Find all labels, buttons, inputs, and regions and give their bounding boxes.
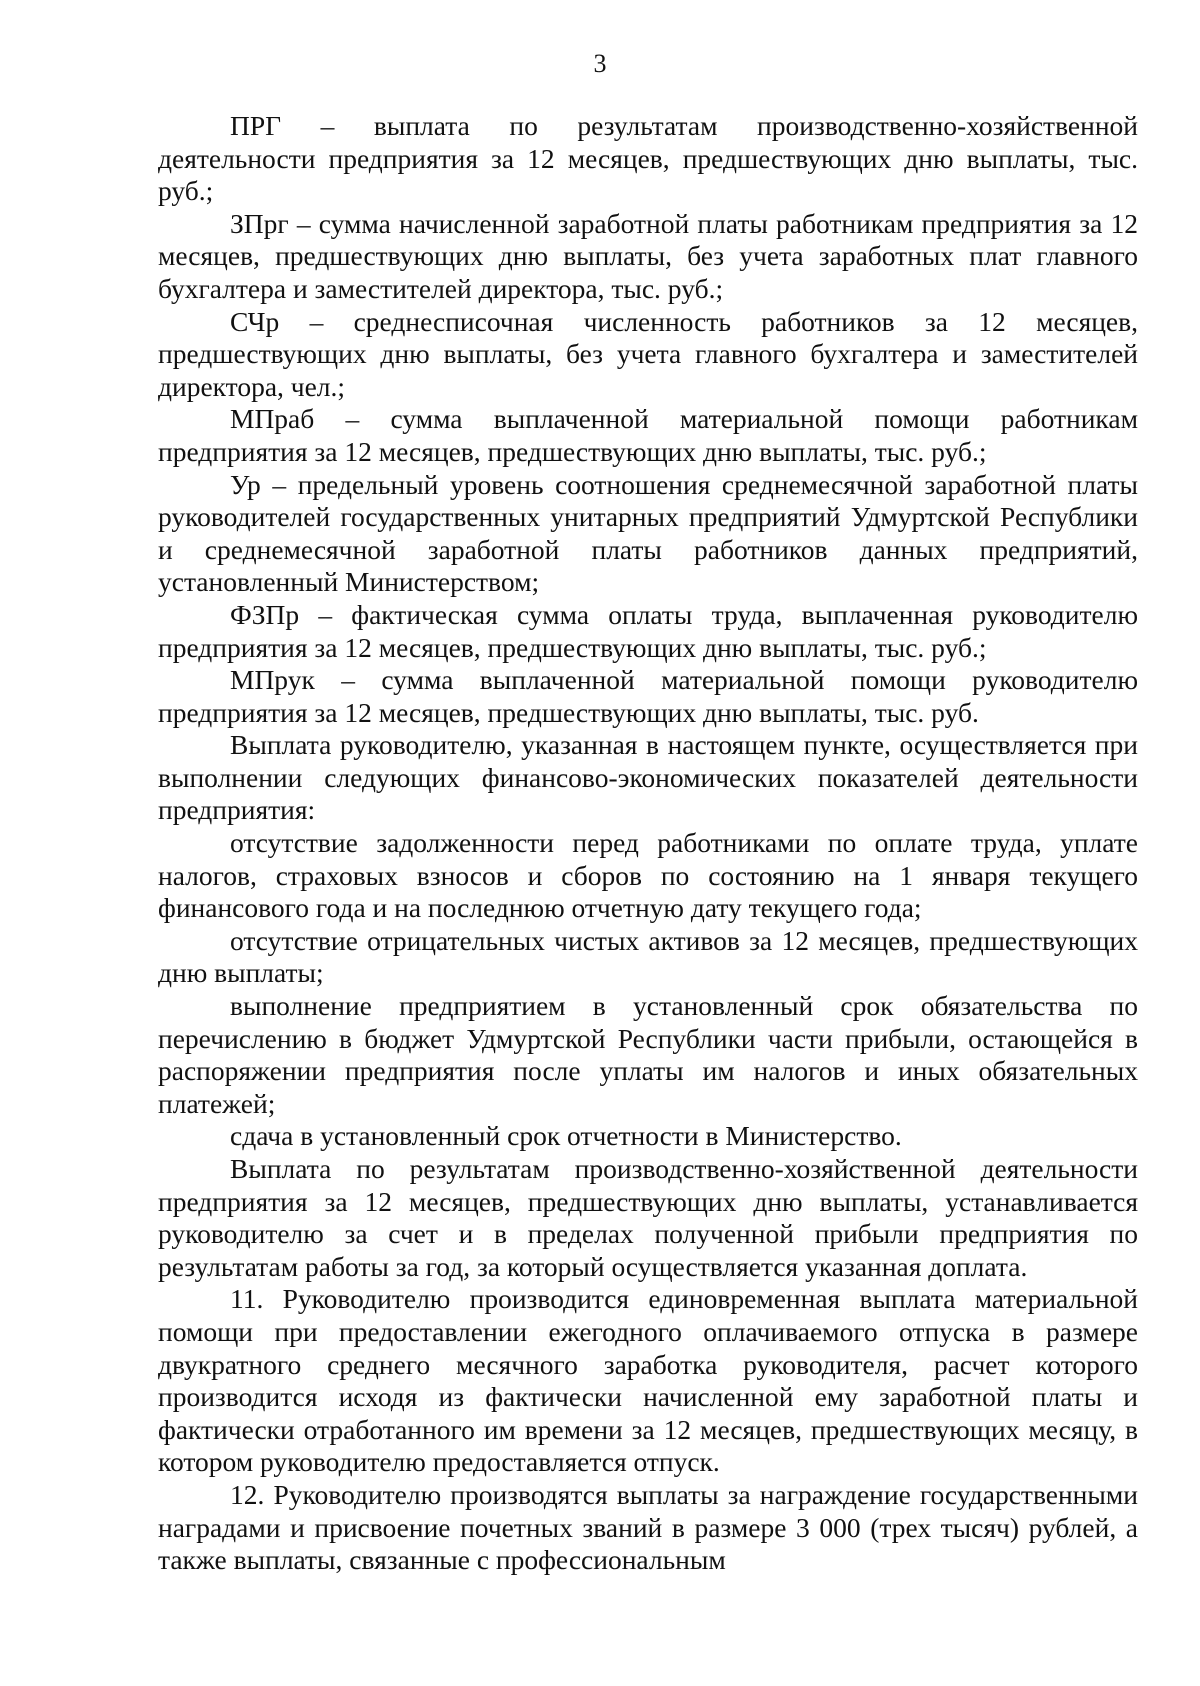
paragraph-payment-source: Выплата по результатам производственно-хозяйственной деятельности предприятия за 12 месяцев, предшествующих дню выплаты, устанавливается руководителю за счет и в пределах полученной прибыли предприятия по результатам работы за год, за который осуществляется указанная доплата. [158, 1153, 1138, 1282]
paragraph-schr-definition: СЧр – среднесписочная численность работников за 12 месяцев, предшествующих дню выплаты, без учета главного бухгалтера и заместителей директора, чел.; [158, 305, 1138, 402]
paragraph-mprab-definition: МПраб – сумма выплаченной материальной помощи работникам предприятия за 12 месяцев, предшествующих дню выплаты, тыс. руб.; [158, 403, 1138, 467]
page-number: 3 [593, 49, 607, 78]
paragraph-ur-definition: Ур – предельный уровень соотношения среднемесячной заработной платы руководителей государственных унитарных предприятий Удмуртской Республики и среднемесячной заработной платы работников данных предприятий, установленный Министерством; [158, 468, 1138, 598]
paragraph-condition-net-assets: отсутствие отрицательных чистых активов за 12 месяцев, предшествующих дню выплаты; [158, 924, 1138, 989]
paragraph-condition-profit-transfer: выполнение предприятием в установленный срок обязательства по перечислению в бюджет Удмуртской Республики части прибыли, остающейся в распоряжении предприятия после уплаты им налогов и иных обязательных платежей; [158, 990, 1138, 1119]
paragraph-mpruk-definition: МПрук – сумма выплаченной материальной помощи руководителю предприятия за 12 месяцев, предшествующих дню выплаты, тыс. руб. [158, 664, 1138, 728]
paragraph-prg-definition: ПРГ – выплата по результатам производственно-хозяйственной деятельности предприятия за 12 месяцев, предшествующих дню выплаты, тыс. руб.; [158, 110, 1138, 207]
paragraph-clause-12: 12. Руководителю производятся выплаты за награждение государственными наградами и присвоение почетных званий в размере 3 000 (трех тысяч) рублей, а также выплаты, связанные с профессиональным [158, 1478, 1138, 1576]
paragraph-zprg-definition: ЗПрг – сумма начисленной заработной платы работникам предприятия за 12 месяцев, предшествующих дню выплаты, без учета заработных плат главного бухгалтера и заместителей директора, тыс. руб.; [158, 207, 1138, 304]
paragraph-clause-11: 11. Руководителю производится единовременная выплата материальной помощи при предоставлении ежегодного оплачиваемого отпуска в размере двукратного среднего месячного заработка руководителя, расчет которого производится исходя из фактически начисленной ему заработной платы и фактически отработанного им времени за 12 месяцев, предшествующих месяцу, в котором руководителю предоставляется отпуск. [158, 1283, 1138, 1478]
paragraph-fzpr-definition: ФЗПр – фактическая сумма оплаты труда, выплаченная руководителю предприятия за 12 месяцев, предшествующих дню выплаты, тыс. руб.; [158, 598, 1138, 663]
paragraph-condition-reporting: сдача в установленный срок отчетности в Министерство. [230, 1120, 902, 1152]
paragraph-payment-conditions: Выплата руководителю, указанная в настоящем пункте, осуществляется при выполнении следующих финансово-экономических показателей деятельности предприятия: [158, 729, 1138, 826]
document-body [158, 110, 1138, 1577]
paragraph-condition-no-debt: отсутствие задолженности перед работниками по оплате труда, уплате налогов, страховых взносов и сборов по состоянию на 1 января текущего финансового года и на последнюю отчетную дату текущего года; [158, 827, 1138, 924]
